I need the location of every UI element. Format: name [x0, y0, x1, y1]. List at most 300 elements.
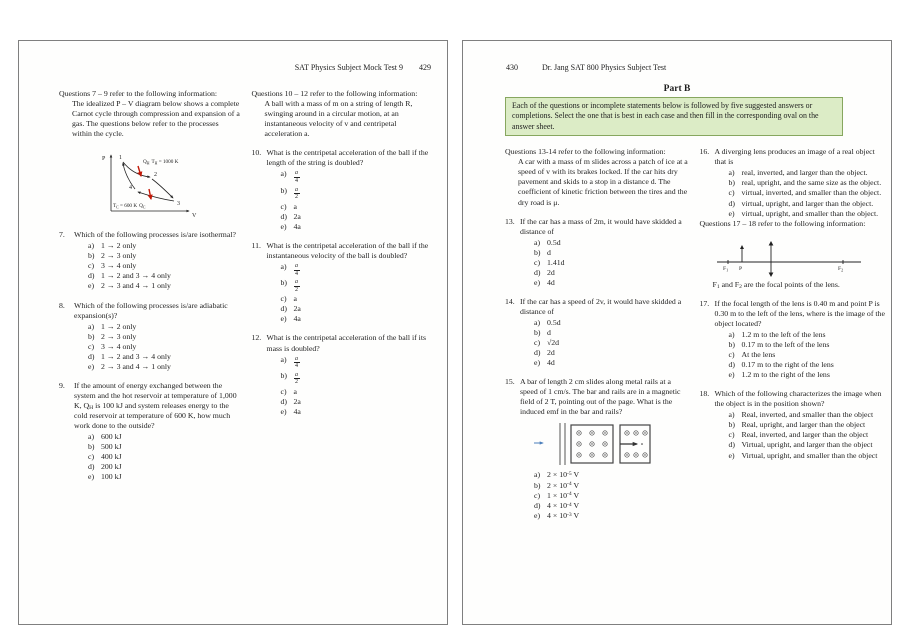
options-list [534, 238, 691, 288]
option-row [281, 212, 434, 222]
question-body [715, 389, 886, 460]
fraction-value [294, 187, 300, 201]
option-text: Virtual, upright, and larger than the object [741, 440, 873, 450]
option-row [281, 407, 434, 417]
option-label: c) [534, 257, 541, 267]
superscript-text: -5 [567, 471, 572, 477]
option-text: a [293, 386, 297, 396]
option-label: e) [534, 277, 541, 287]
option-row [534, 258, 691, 268]
option-row [729, 168, 886, 178]
option-text: 1.41d [547, 257, 565, 267]
option-text: virtual, upright, and larger than the object. [741, 198, 874, 208]
subscript-text: 1 [716, 284, 720, 291]
question-block [700, 389, 886, 460]
option-label: b) [280, 370, 287, 380]
option-row [729, 350, 886, 360]
option-row [534, 328, 691, 338]
fraction-value [294, 263, 300, 277]
option-text: Real, upright, and larger than the object [741, 420, 866, 430]
group-intro-text: The idealized P – V diagram below shows a complete Carnot cycle through compression and expansion of a gas. The questions below refer to the processes within the cycle. [72, 99, 240, 139]
options-list [281, 169, 434, 232]
option-label: d) [534, 267, 541, 277]
options-list [88, 322, 241, 372]
option-label: e) [280, 314, 287, 324]
option-row [534, 268, 691, 278]
fraction-numerator: a [295, 186, 298, 193]
option-row [88, 362, 241, 372]
question-block [700, 147, 886, 218]
question-text: Which of the following processes is/are adiabatic expansion(s)? [74, 300, 228, 320]
lens-symbol [768, 241, 773, 277]
cycle-point-1: 1 [119, 155, 122, 162]
question-number: 18. [699, 389, 710, 399]
option-row [88, 342, 241, 352]
option-row [88, 281, 241, 291]
option-label: d) [534, 501, 541, 510]
right-page-header [463, 63, 891, 72]
focal-point-1-label: $F_1$ [722, 265, 728, 273]
option-label: a) [534, 317, 541, 327]
question-block [252, 333, 434, 417]
option-label: b) [88, 251, 95, 261]
text-segment: are the focal points of the lens. [741, 279, 840, 289]
question-number: 17. [699, 298, 710, 308]
option-label: e) [88, 361, 95, 371]
question-number: 10. [251, 148, 262, 158]
option-label: c) [728, 350, 735, 360]
option-row [729, 188, 886, 198]
right-page-column-2 [700, 147, 886, 521]
group-heading: Questions 13-14 refer to the following information: [505, 147, 666, 157]
fraction-value [294, 279, 300, 293]
option-row [534, 481, 691, 491]
option-row [88, 322, 241, 332]
part-b-heading: Part B [663, 84, 691, 94]
text-segment: Q [83, 400, 90, 410]
option-text: real, upright, and the same size as the object. [741, 178, 882, 188]
question-block [59, 301, 241, 372]
option-row [88, 432, 241, 442]
option-text: 1.2 m to the right of the lens [741, 370, 830, 380]
right-page-column-1 [505, 147, 691, 521]
option-text: d [547, 247, 551, 257]
option-label: e) [728, 450, 735, 460]
option-text: √2d [547, 338, 560, 348]
text-segment: V [571, 490, 580, 500]
question-block [505, 217, 691, 288]
fraction-value [294, 170, 300, 184]
option-row [534, 338, 691, 348]
options-list [281, 262, 434, 325]
question-number: 16. [699, 147, 710, 157]
question-body [74, 381, 241, 483]
text-segment: and F [719, 279, 740, 289]
pv-diagram [89, 147, 207, 221]
question-text: If the car has a speed of 2v, it would have skidded a distance of [520, 296, 682, 316]
question-text: A diverging lens produces an image of a real object that is [714, 147, 875, 167]
option-label: c) [280, 201, 287, 211]
option-row [281, 371, 434, 387]
option-label: e) [280, 407, 287, 417]
option-row [281, 262, 434, 278]
option-label: d) [88, 271, 95, 281]
options-list [729, 410, 886, 460]
question-number: 15. [505, 377, 515, 387]
lens-diagram [714, 237, 864, 277]
option-label: c) [88, 452, 95, 462]
option-label: c) [88, 261, 95, 271]
option-label: c) [534, 490, 541, 500]
superscript-text: -4 [567, 481, 572, 488]
question-text: What is the centripetal acceleration of the ball if the instantaneous velocity of the ball is doubled? [266, 240, 429, 260]
question-body [520, 297, 691, 368]
figure-pv [89, 147, 241, 221]
option-text: 3 → 4 only [101, 261, 137, 271]
subscript-text: 2 [739, 284, 742, 291]
option-text: 200 kJ [101, 462, 122, 472]
option-text: 2 → 3 only [101, 331, 137, 341]
option-row [729, 440, 886, 450]
question-group-intro [59, 89, 241, 139]
option-text: virtual, inverted, and smaller than the object. [741, 188, 882, 198]
option-text: 4a [293, 221, 301, 231]
option-row [88, 472, 241, 482]
text-segment: 2 × 10 [547, 470, 567, 480]
fraction-numerator: a [295, 262, 298, 269]
group-heading: Questions 7 – 9 refer to the following information: [59, 89, 218, 98]
question-group-intro [252, 89, 434, 139]
question-block [700, 299, 886, 380]
option-text: Real, inverted, and larger than the object [741, 430, 869, 440]
question-number: 14. [505, 296, 515, 306]
page-number: 429 [419, 63, 431, 72]
option-label: e) [728, 370, 735, 380]
question-text [74, 381, 241, 431]
option-text: Virtual, upright, and smaller than the object [741, 450, 878, 460]
option-row [534, 491, 691, 501]
option-label: d) [280, 211, 287, 221]
hot-reservoir-label: $Q_H$ $T_H = 1000$ K [143, 159, 179, 166]
option-row [281, 222, 434, 232]
option-row [88, 332, 241, 342]
option-label: e) [728, 208, 735, 218]
option-label: b) [534, 328, 541, 338]
option-label: d) [728, 360, 735, 370]
option-text: 4a [293, 314, 301, 324]
text-segment: 4 × 10 [547, 511, 567, 521]
question-body [520, 377, 691, 521]
option-row [729, 430, 886, 440]
option-label: a) [728, 329, 735, 339]
option-label: a) [88, 432, 95, 442]
group-heading: Questions 10 – 12 refer to the following information: [251, 89, 418, 98]
option-label: b) [88, 442, 95, 452]
option-row [281, 397, 434, 407]
option-row [729, 360, 886, 370]
right-page [462, 40, 892, 625]
option-row [729, 199, 886, 209]
option-label: c) [280, 294, 287, 304]
object-arrow [740, 245, 744, 262]
question-body [74, 230, 241, 291]
group-heading: Questions 17 – 18 refer to the following information: [699, 218, 866, 228]
cycle-point-3: 3 [177, 201, 180, 208]
left-page-header [19, 63, 447, 72]
option-row [281, 304, 434, 314]
option-label: a) [534, 470, 541, 480]
object-point-label: P [738, 265, 742, 272]
option-row [534, 470, 691, 480]
fraction-numerator: a [295, 355, 298, 362]
question-number: 7. [59, 230, 65, 240]
option-text: 4d [547, 358, 555, 368]
option-label: a) [280, 354, 287, 364]
option-label: a) [728, 168, 735, 178]
option-label: b) [280, 278, 287, 288]
focal-point-2-label: $F_2$ [837, 265, 843, 273]
fraction-value [294, 356, 300, 370]
rails-diagram [532, 420, 652, 468]
option-row [281, 294, 434, 304]
fraction-denominator: 2 [295, 194, 298, 201]
question-text: Which of the following characterizes the image when the object is in the position shown? [714, 389, 882, 409]
option-label: c) [728, 430, 735, 440]
option-row [281, 169, 434, 185]
option-text: 2 → 3 and 4 → 1 only [101, 361, 171, 371]
option-label: d) [728, 440, 735, 450]
option-text: real, inverted, and larger than the object. [741, 168, 868, 178]
option-text: virtual, upright, and smaller than the object. [741, 208, 879, 218]
option-text: 1 → 2 and 3 → 4 only [101, 271, 171, 281]
optical-axis [717, 260, 861, 264]
option-row [534, 278, 691, 288]
option-row [534, 318, 691, 328]
field-out-grid-left [577, 431, 607, 457]
options-list [534, 470, 691, 521]
option-text: 2a [293, 396, 301, 406]
superscript-text: -3 [567, 511, 572, 518]
question-body [520, 217, 691, 288]
option-text: 0.5d [547, 317, 561, 327]
fraction-value [294, 372, 300, 386]
option-text: a [293, 201, 297, 211]
option-row [729, 340, 886, 350]
question-group-intro [700, 219, 886, 229]
question-block [505, 377, 691, 521]
question-block [59, 381, 241, 483]
question-number: 8. [59, 300, 65, 310]
text-segment: V [571, 480, 580, 490]
fraction-numerator: a [295, 371, 298, 378]
option-text: 2 → 3 and 4 → 1 only [101, 281, 171, 291]
option-text [547, 481, 691, 491]
option-label: a) [280, 169, 287, 179]
question-body [715, 299, 886, 380]
option-row [534, 238, 691, 248]
question-number: 13. [505, 216, 515, 226]
option-row [729, 330, 886, 340]
option-text: 4a [293, 407, 301, 417]
text-segment: V [571, 470, 580, 480]
text-segment: is 100 kJ and system releases energy to the cold reservoir at temperature of 600 K, how much work done to the outside? [74, 400, 231, 431]
fraction-numerator: a [295, 170, 298, 177]
option-row [88, 241, 241, 251]
option-row [534, 501, 691, 511]
option-label: c) [88, 341, 95, 351]
options-list [88, 432, 241, 482]
text-segment: If the amount of energy exchanged between the system and the hot reservoir at temperature of 1,000 K, [74, 380, 237, 410]
option-row [729, 410, 886, 420]
figure-caption [713, 280, 886, 290]
option-row [281, 278, 434, 294]
option-label: c) [728, 188, 735, 198]
fraction-denominator: 4 [295, 177, 298, 184]
option-label: b) [728, 340, 735, 350]
left-page-content [19, 89, 447, 482]
option-label: b) [534, 247, 541, 257]
option-row [88, 452, 241, 462]
superscript-text: -4 [567, 501, 572, 508]
option-text: Real, inverted, and smaller than the object [741, 410, 874, 420]
option-row [729, 420, 886, 430]
text-segment: 1 × 10 [547, 490, 567, 500]
option-row [281, 202, 434, 212]
subscript-text: H [89, 405, 94, 412]
option-label: e) [280, 221, 287, 231]
option-text: 1 → 2 only [101, 321, 137, 331]
question-body [715, 147, 886, 218]
left-page [18, 40, 448, 625]
option-label: a) [728, 410, 735, 420]
question-body [267, 333, 434, 417]
question-group-intro [505, 147, 691, 207]
option-row [729, 209, 886, 219]
option-row [88, 261, 241, 271]
p-axis-label: P [102, 156, 106, 163]
options-list [534, 318, 691, 368]
part-b-instructions: Each of the questions or incomplete statements below is followed by five suggested answers or completions. Select the one that is best in each case and then fill in the corresponding oval on the answer sheet. [505, 97, 843, 136]
fraction-numerator: a [295, 279, 298, 286]
text-segment: 4 × 10 [547, 501, 567, 510]
option-text: 4d [547, 277, 555, 287]
left-page-column-2 [252, 89, 434, 482]
option-row [88, 352, 241, 362]
option-label: a) [534, 237, 541, 247]
cycle-point-2: 2 [154, 172, 157, 179]
option-label: a) [280, 261, 287, 271]
option-text: 0.17 m to the right of the lens [741, 360, 834, 370]
fraction-denominator: 4 [295, 270, 298, 277]
option-label: b) [728, 178, 735, 188]
left-page-column-1 [59, 89, 241, 482]
option-text: 100 kJ [101, 472, 122, 482]
question-block [505, 297, 691, 368]
group-intro-text: A ball with a mass of m on a string of length R, swinging around in a circular motion, at an instantaneous velocity of v and centripetal acceleration a. [264, 99, 413, 139]
option-label: b) [534, 480, 541, 490]
option-text [547, 470, 691, 480]
option-label: b) [728, 420, 735, 430]
option-text: a [293, 294, 297, 304]
question-number: 11. [251, 240, 261, 250]
option-label: e) [88, 281, 95, 291]
option-text: 1.2 m to the left of the lens [741, 329, 826, 339]
text-segment: F [712, 279, 717, 289]
question-body [267, 241, 434, 325]
option-row [534, 358, 691, 368]
fraction-denominator: 2 [295, 379, 298, 386]
option-row [281, 314, 434, 324]
option-text: 2 → 3 only [101, 251, 137, 261]
text-segment: V [571, 511, 580, 521]
figure-lens [714, 237, 886, 277]
option-row [88, 442, 241, 452]
option-text: 400 kJ [101, 452, 122, 462]
text-segment: V [571, 501, 580, 510]
fraction-denominator: 2 [295, 286, 298, 293]
fraction-denominator: 4 [295, 363, 298, 370]
right-page-content [463, 147, 891, 521]
option-text: 2a [293, 304, 301, 314]
question-body [74, 301, 241, 372]
cold-reservoir-label: $T_C = 600$ K $Q_C$ [113, 203, 146, 210]
option-row [534, 348, 691, 358]
question-block [252, 241, 434, 325]
option-text: 2a [293, 211, 301, 221]
option-text: 600 kJ [101, 432, 122, 442]
running-title: Dr. Jang SAT 800 Physics Subject Test [542, 63, 667, 72]
option-text: 2d [547, 348, 555, 358]
option-text: d [547, 328, 551, 338]
figure-rails [532, 420, 691, 468]
option-row [729, 178, 886, 188]
option-text [547, 511, 691, 521]
option-text: At the lens [741, 350, 776, 360]
option-text: 3 → 4 only [101, 341, 137, 351]
question-text: What is the centripetal acceleration of the ball if its mass is doubled? [266, 333, 427, 353]
option-row [534, 511, 691, 521]
option-row [729, 370, 886, 380]
option-row [281, 186, 434, 202]
question-number: 9. [59, 380, 65, 390]
options-list [88, 241, 241, 291]
option-row [281, 355, 434, 371]
option-label: c) [534, 338, 541, 348]
question-block [252, 148, 434, 232]
option-text: 0.5d [547, 237, 561, 247]
option-label: c) [280, 386, 287, 396]
option-label: a) [88, 321, 95, 331]
options-list [281, 355, 434, 418]
option-label: d) [728, 198, 735, 208]
superscript-text: -4 [567, 491, 572, 498]
text-segment: 2 × 10 [547, 480, 567, 490]
question-text: If the car has a mass of 2m, it would have skidded a distance of [520, 216, 682, 236]
option-label: d) [88, 462, 95, 472]
option-label: e) [88, 472, 95, 482]
option-row [88, 251, 241, 261]
option-text [547, 491, 691, 501]
question-number: 12. [251, 333, 262, 343]
group-intro-text: A car with a mass of m slides across a patch of ice at a speed of v with its brakes locked. If the car hits dry pavement and skids to a stop in a distance d. The coefficient of kinetic friction between the tires and the dry road is μ. [518, 157, 688, 207]
cycle-point-4: 4 [129, 185, 132, 192]
question-text: If the focal length of the lens is 0.40 m and point P is 0.30 m to the left of the lens, where is the image of the object located? [714, 298, 885, 328]
page-number: 430 [506, 63, 518, 72]
option-text [547, 501, 691, 511]
v-axis-label: V [192, 213, 197, 220]
option-text: 500 kJ [101, 442, 122, 452]
option-label: d) [88, 351, 95, 361]
